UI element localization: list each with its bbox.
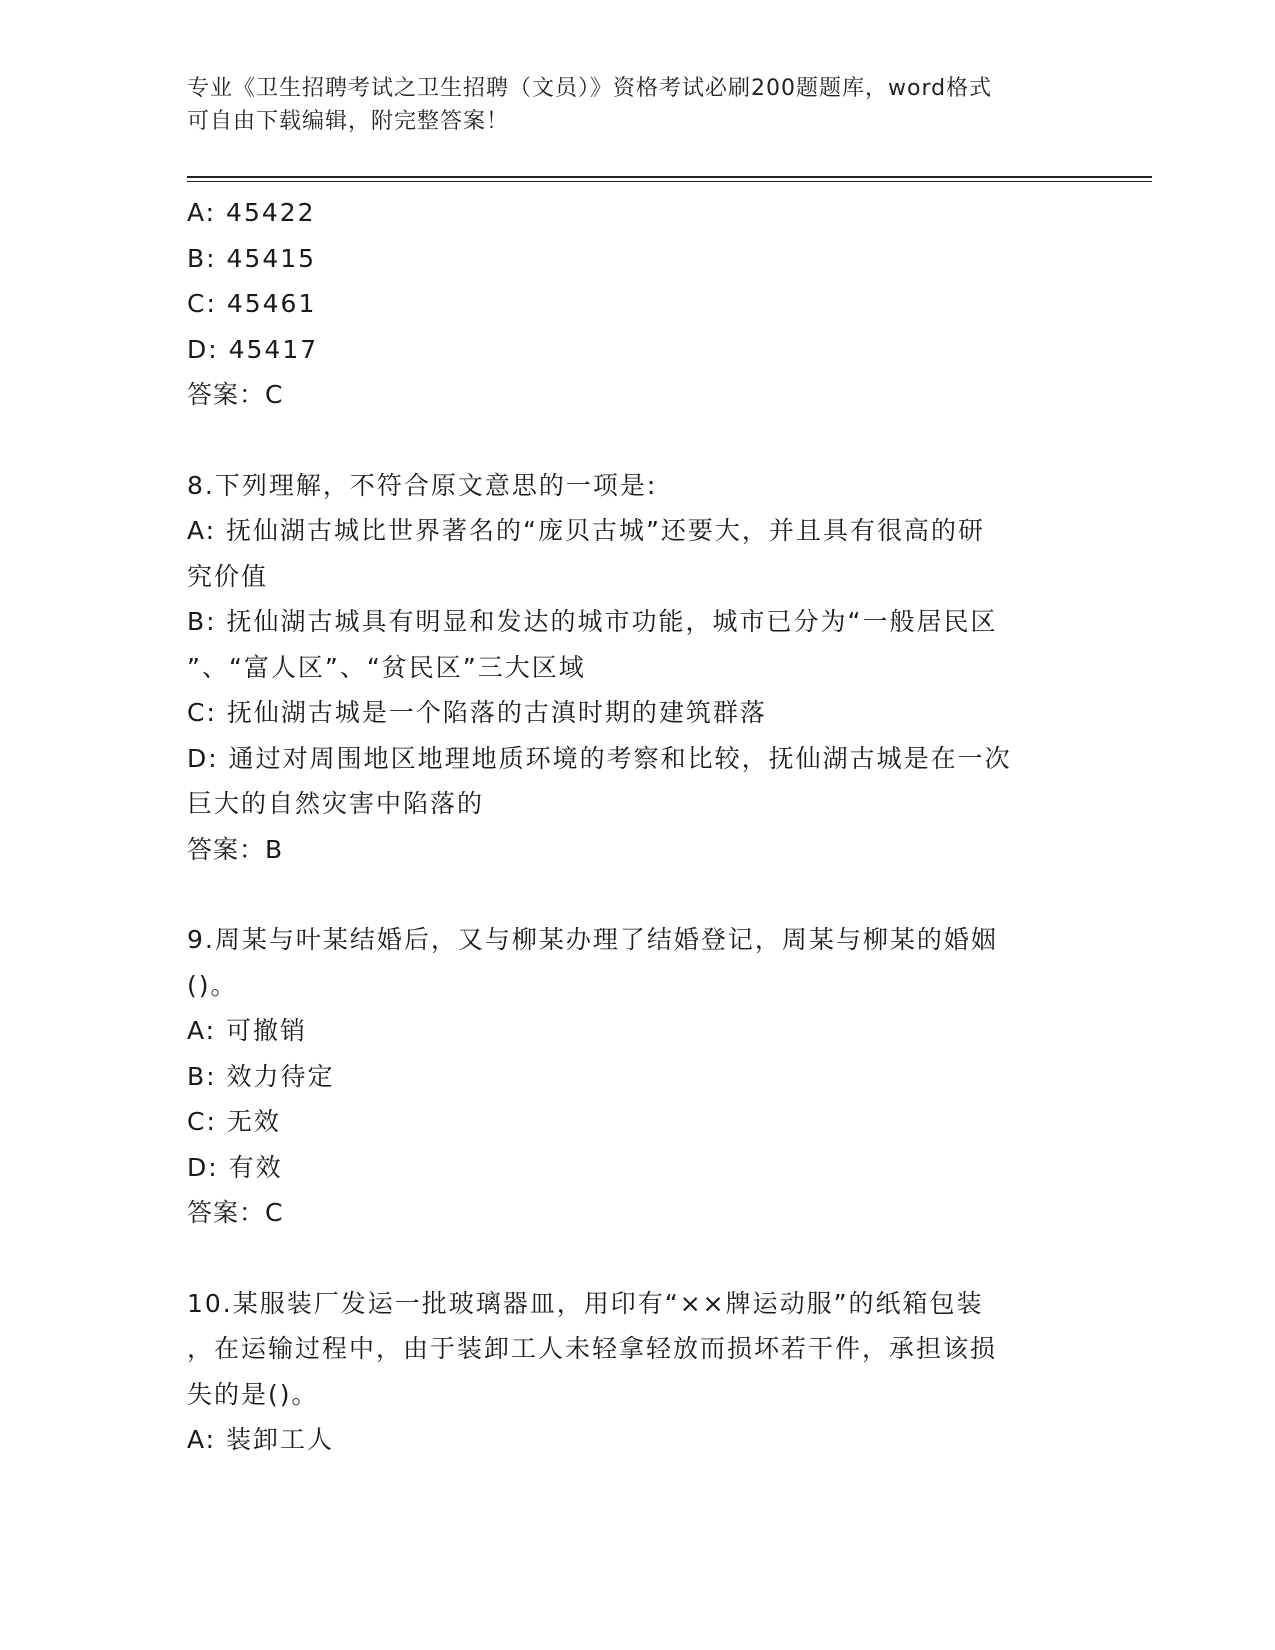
header-line-2: 可自由下载编辑，附完整答案！ [187,109,510,134]
question-10 [187,1281,1077,1463]
option-b: B: 45415 [187,243,317,273]
question-7 [187,190,1077,418]
question-stem: 8.下列理解，不符合原文意思的一项是: [187,470,658,500]
answer-line: 答案：C [187,1198,284,1227]
option-c: C: 无效 [187,1107,281,1136]
option-d: D: 45417 [187,334,319,364]
option-a: A: 抚仙湖古城比世界著名的“庞贝古城”还要大，并且具有很高的研 [187,516,985,545]
answer-line: 答案：C [187,380,284,409]
question-8 [187,463,1077,873]
option-c: C: 45461 [187,289,317,318]
option-b: B: 抚仙湖古城具有明显和发达的城市功能，城市已分为“一般居民区 [187,607,998,636]
option-d: D: 有效 [187,1152,283,1182]
question-stem: 10.某服装厂发运一批玻璃器皿，用印有“××牌运动服”的纸箱包装 [187,1288,984,1318]
document-header [187,72,1087,138]
option-d-continued: 巨大的自然灾害中陷落的 [187,789,485,818]
option-b-continued: ”、“富人区”、“贫民区”三大区域 [187,652,586,682]
question-stem-continued-2: 失的是()。 [187,1379,319,1409]
header-divider-thin [187,181,1152,182]
option-b: B: 效力待定 [187,1061,335,1091]
question-stem: 9.周某与叶某结婚后，又与柳某办理了结婚登记，周某与柳某的婚姻 [187,925,998,954]
question-9 [187,917,1077,1236]
answer-line: 答案：B [187,834,284,864]
option-a: A: 装卸工人 [187,1425,335,1454]
option-a: A: 可撤销 [187,1016,308,1045]
option-a-continued: 究价值 [187,561,269,591]
question-list [187,190,1077,1463]
option-d: D: 通过对周围地区地理地质环境的考察和比较，抚仙湖古城是在一次 [187,743,1012,773]
header-line-1: 专业《卫生招聘考试之卫生招聘（文员）》资格考试必刷200题题库，word格式 [187,76,993,101]
header-divider-thick [187,176,1152,178]
question-stem-continued: ，在运输过程中，由于装卸工人未轻拿轻放而损坏若干件，承担该损 [187,1334,998,1363]
option-c: C: 抚仙湖古城是一个陷落的古滇时期的建筑群落 [187,698,767,727]
question-stem-continued: ()。 [187,970,238,1000]
option-a: A: 45422 [187,198,316,227]
